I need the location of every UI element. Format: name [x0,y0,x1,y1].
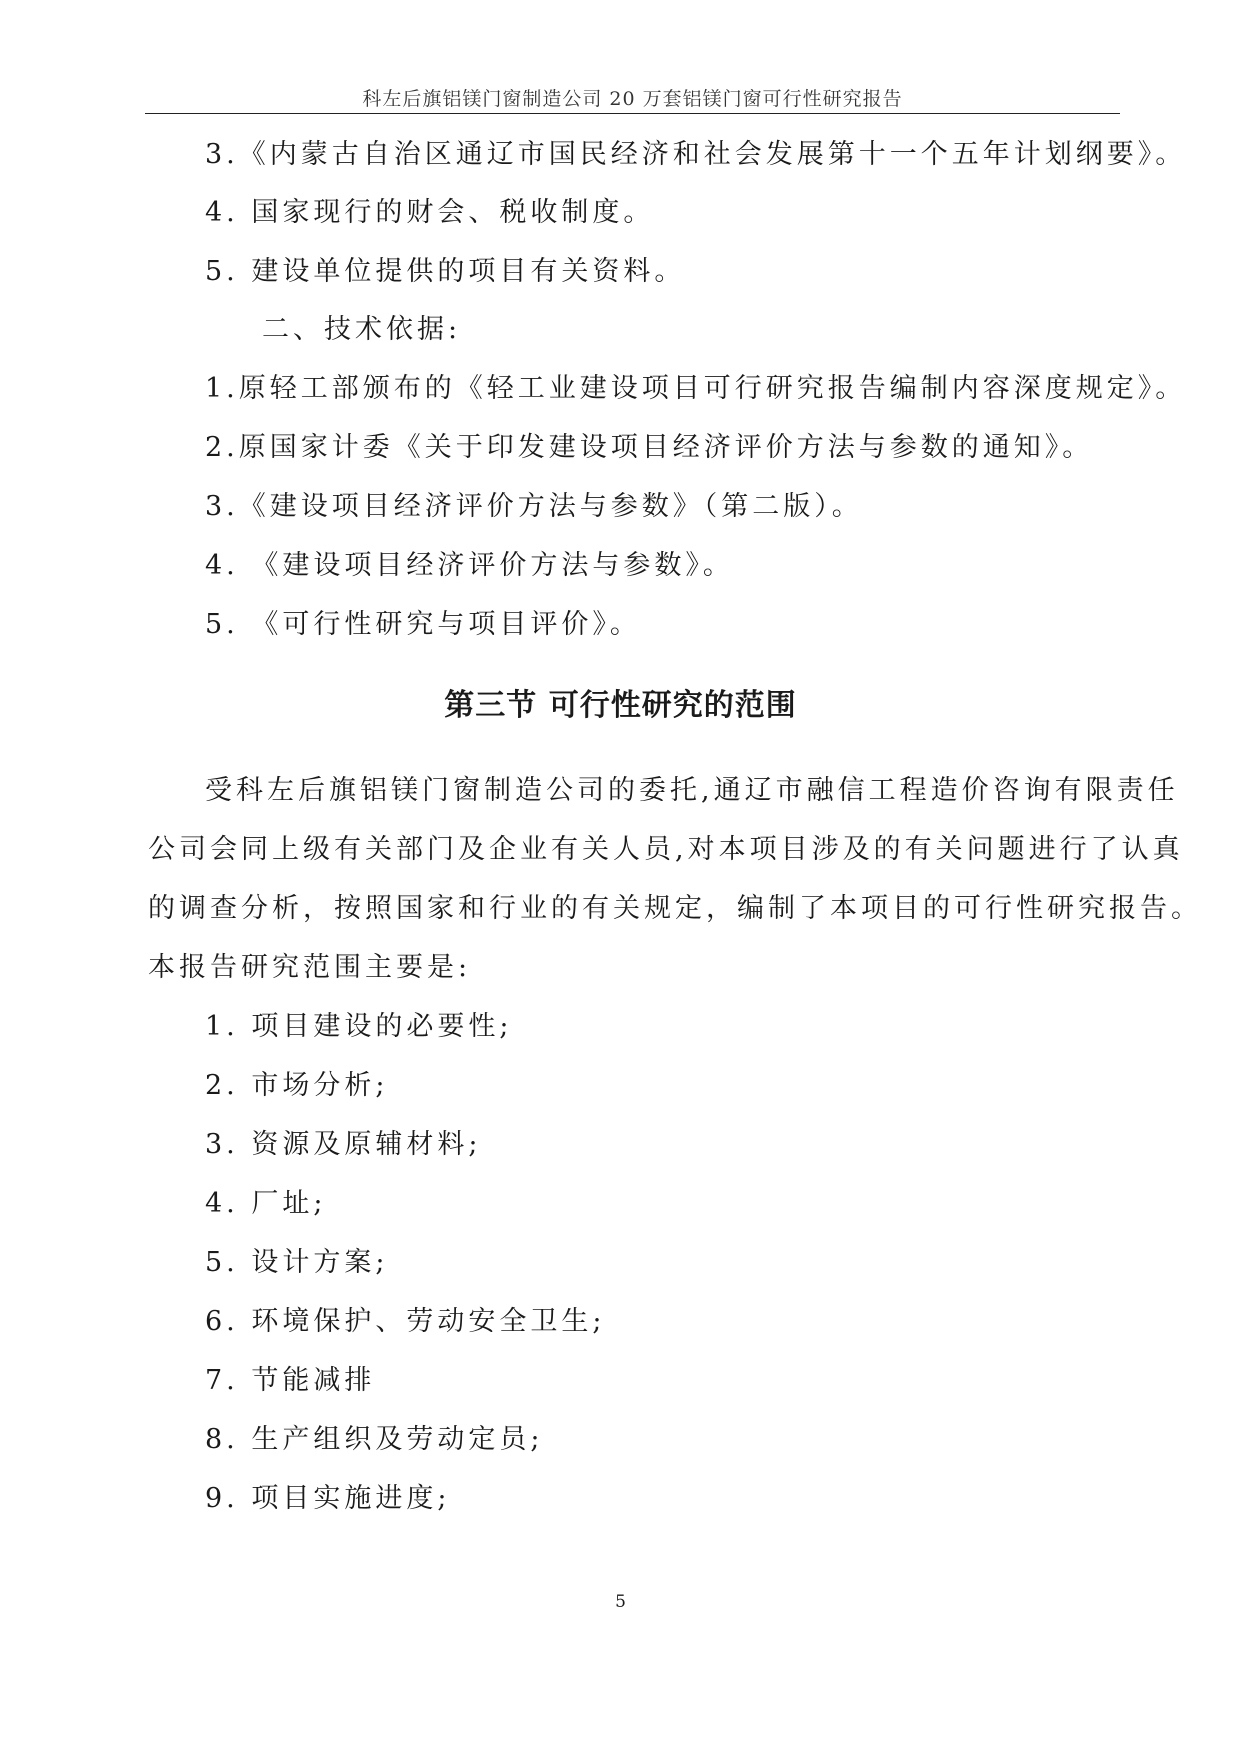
list-item: 5. 《可行性研究与项目评价》。 [205,609,641,640]
list-item: 8. 生产组织及劳动定员; [205,1424,544,1455]
list-item: 4. 《建设项目经济评价方法与参数》。 [205,550,734,581]
list-item: 3. 资源及原辅材料; [205,1129,482,1160]
list-item: 3.《内蒙古自治区通辽市国民经济和社会发展第十一个五年计划纲要》。 [205,139,1187,170]
paragraph-line: 公司会同上级有关部门及企业有关人员,对本项目涉及的有关问题进行了认真 [148,834,1184,865]
list-item: 5. 设计方案; [205,1247,389,1278]
list-item: 5. 建设单位提供的项目有关资料。 [205,256,686,287]
section-title: 第三节 可行性研究的范围 [444,688,797,723]
subsection-heading: 二、技术依据: [262,314,462,345]
list-item: 4. 国家现行的财会、税收制度。 [205,197,655,228]
paragraph-line: 的调查分析，按照国家和行业的有关规定，编制了本项目的可行性研究报告。 [148,893,1202,924]
list-item: 1.原轻工部颁布的《轻工业建设项目可行研究报告编制内容深度规定》。 [205,373,1187,404]
page-number: 5 [615,1592,626,1612]
list-item: 4. 厂址; [205,1188,327,1219]
list-item: 2. 市场分析; [205,1070,389,1101]
list-item: 1. 项目建设的必要性; [205,1011,513,1042]
list-item: 9. 项目实施进度; [205,1483,451,1514]
running-header: 科左后旗铝镁门窗制造公司 20 万套铝镁门窗可行性研究报告 [362,88,903,110]
paragraph-line: 本报告研究范围主要是: [148,952,472,983]
list-item: 6. 环境保护、劳动安全卫生; [205,1306,606,1337]
paragraph-line: 受科左后旗铝镁门窗制造公司的委托,通辽市融信工程造价咨询有限责任 [205,775,1179,806]
list-item: 2.原国家计委《关于印发建设项目经济评价方法与参数的通知》。 [205,432,1094,463]
header-rule [145,113,1120,114]
list-item: 3.《建设项目经济评价方法与参数》（第二版）。 [205,491,863,522]
list-item: 7. 节能减排 [205,1365,376,1396]
